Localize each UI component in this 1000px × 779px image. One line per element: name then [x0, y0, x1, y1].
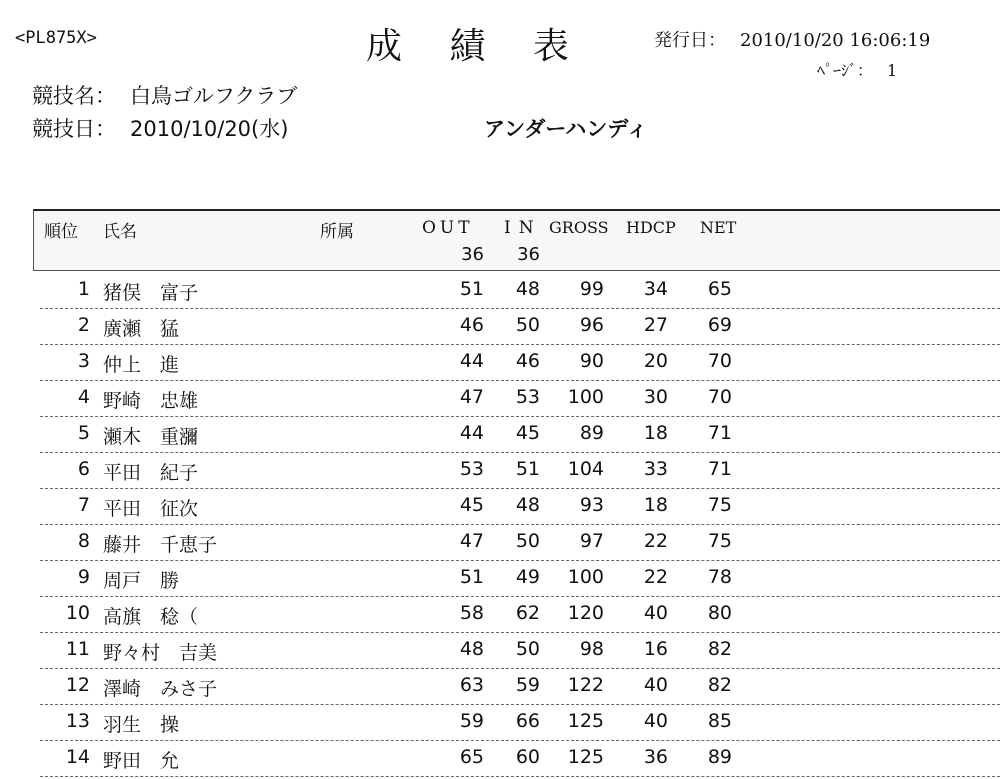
- cell-net: 82: [707, 638, 732, 660]
- cell-out: 65: [459, 746, 484, 768]
- column-gross: GROSS: [549, 218, 609, 237]
- cell-gross: 100: [567, 566, 604, 588]
- cell-out: 48: [459, 638, 484, 660]
- cell-in: 45: [515, 422, 540, 444]
- cell-in: 59: [515, 674, 540, 696]
- cell-hdcp: 16: [643, 638, 668, 660]
- cell-gross: 125: [567, 746, 604, 768]
- cell-out: 47: [459, 530, 484, 552]
- cell-out: 51: [459, 278, 484, 300]
- date-label: 競技日：: [32, 117, 116, 141]
- table-row: [40, 560, 1000, 597]
- cell-in: 49: [515, 566, 540, 588]
- cell-gross: 97: [579, 530, 604, 552]
- competition-label: 競技名：: [32, 84, 116, 108]
- cell-gross: 99: [579, 278, 604, 300]
- cell-net: 70: [707, 350, 732, 372]
- cell-net: 89: [707, 746, 732, 768]
- cell-out: 47: [459, 386, 484, 408]
- cell-name: 平田 紀子: [103, 462, 199, 484]
- cell-hdcp: 18: [643, 494, 668, 516]
- cell-net: 78: [707, 566, 732, 588]
- cell-hdcp: 40: [643, 710, 668, 732]
- column-name: 氏名: [103, 222, 137, 242]
- cell-out: 46: [459, 314, 484, 336]
- cell-rank: 11: [65, 638, 90, 660]
- cell-hdcp: 34: [643, 278, 668, 300]
- cell-in: 48: [515, 278, 540, 300]
- cell-in: 51: [515, 458, 540, 480]
- competition-date: [32, 113, 288, 143]
- cell-gross: 120: [567, 602, 604, 624]
- report-code: <PL875X>: [15, 28, 97, 48]
- table-row: [40, 704, 1000, 741]
- cell-in: 66: [515, 710, 540, 732]
- cell-rank: 2: [77, 314, 90, 336]
- page-number: [817, 58, 897, 81]
- par-in: 36: [517, 244, 540, 265]
- issue-label: 発行日：: [654, 30, 726, 51]
- cell-out: 63: [459, 674, 484, 696]
- column-hdcp: HDCP: [626, 218, 676, 237]
- cell-in: 48: [515, 494, 540, 516]
- cell-gross: 122: [567, 674, 604, 696]
- cell-name: 瀬木 重瀰: [103, 426, 199, 448]
- cell-rank: 10: [65, 602, 90, 624]
- cell-hdcp: 27: [643, 314, 668, 336]
- cell-in: 50: [515, 314, 540, 336]
- cell-net: 69: [707, 314, 732, 336]
- cell-hdcp: 18: [643, 422, 668, 444]
- table-row: [40, 272, 1000, 309]
- cell-name: 高旗 稔（: [103, 606, 199, 628]
- column-in: IN: [504, 218, 542, 238]
- cell-net: 71: [707, 458, 732, 480]
- cell-net: 65: [707, 278, 732, 300]
- condition: アンダーハンディ: [484, 117, 648, 141]
- cell-gross: 89: [579, 422, 604, 444]
- cell-gross: 96: [579, 314, 604, 336]
- issue-value: 2010/10/20 16:06:19: [740, 30, 931, 51]
- cell-out: 51: [459, 566, 484, 588]
- cell-name: 野田 允: [103, 750, 180, 772]
- date-value: 2010/10/20(水): [130, 117, 289, 141]
- cell-net: 82: [707, 674, 732, 696]
- column-club: 所属: [320, 222, 354, 242]
- table-row: [40, 344, 1000, 381]
- page-label: ﾍﾟｰｼﾞ：: [817, 61, 874, 80]
- table-row: [40, 380, 1000, 417]
- cell-hdcp: 36: [643, 746, 668, 768]
- cell-rank: 8: [77, 530, 90, 552]
- cell-rank: 14: [65, 746, 90, 768]
- cell-hdcp: 30: [643, 386, 668, 408]
- cell-hdcp: 22: [643, 530, 668, 552]
- cell-rank: 4: [77, 386, 90, 408]
- cell-name: 廣瀬 猛: [103, 318, 180, 340]
- cell-net: 75: [707, 530, 732, 552]
- table-row: [40, 668, 1000, 705]
- cell-in: 50: [515, 530, 540, 552]
- table-row: [40, 596, 1000, 633]
- competition-value: 白鳥ゴルフクラブ: [130, 84, 298, 108]
- cell-out: 44: [459, 350, 484, 372]
- table-row: [40, 632, 1000, 669]
- cell-gross: 104: [567, 458, 604, 480]
- cell-hdcp: 40: [643, 602, 668, 624]
- cell-rank: 12: [65, 674, 90, 696]
- competition-name: [32, 80, 297, 110]
- cell-name: 澤崎 みさ子: [103, 678, 218, 700]
- column-net: NET: [700, 218, 737, 237]
- cell-gross: 100: [567, 386, 604, 408]
- cell-out: 44: [459, 422, 484, 444]
- cell-rank: 9: [77, 566, 90, 588]
- cell-name: 野々村 吉美: [103, 642, 218, 664]
- cell-gross: 98: [579, 638, 604, 660]
- cell-gross: 125: [567, 710, 604, 732]
- table-row: [40, 488, 1000, 525]
- cell-net: 80: [707, 602, 732, 624]
- cell-gross: 90: [579, 350, 604, 372]
- column-out: OUT: [422, 218, 474, 238]
- page-value: 1: [887, 61, 898, 80]
- cell-out: 53: [459, 458, 484, 480]
- cell-rank: 3: [77, 350, 90, 372]
- table-row: [40, 308, 1000, 345]
- cell-in: 62: [515, 602, 540, 624]
- cell-net: 85: [707, 710, 732, 732]
- cell-gross: 93: [579, 494, 604, 516]
- cell-hdcp: 33: [643, 458, 668, 480]
- page-title: 成 績 表: [366, 26, 587, 67]
- cell-hdcp: 20: [643, 350, 668, 372]
- cell-hdcp: 40: [643, 674, 668, 696]
- cell-name: 周戸 勝: [103, 570, 180, 592]
- cell-hdcp: 22: [643, 566, 668, 588]
- cell-name: 藤井 千恵子: [103, 534, 218, 556]
- table-row: [40, 416, 1000, 453]
- issue-datetime: [654, 26, 930, 52]
- cell-in: 53: [515, 386, 540, 408]
- cell-rank: 1: [77, 278, 90, 300]
- par-out: 36: [461, 244, 484, 265]
- cell-net: 75: [707, 494, 732, 516]
- cell-out: 59: [459, 710, 484, 732]
- cell-name: 野崎 忠雄: [103, 390, 199, 412]
- table-row: [40, 452, 1000, 489]
- table-row: [40, 740, 1000, 777]
- cell-out: 58: [459, 602, 484, 624]
- cell-in: 46: [515, 350, 540, 372]
- cell-rank: 6: [77, 458, 90, 480]
- cell-in: 60: [515, 746, 540, 768]
- cell-rank: 5: [77, 422, 90, 444]
- cell-rank: 13: [65, 710, 90, 732]
- cell-name: 羽生 操: [103, 714, 180, 736]
- cell-rank: 7: [77, 494, 90, 516]
- cell-name: 猪俣 富子: [103, 282, 199, 304]
- cell-name: 仲上 進: [103, 354, 180, 376]
- cell-name: 平田 征次: [103, 498, 199, 520]
- cell-net: 70: [707, 386, 732, 408]
- column-rank: 順位: [44, 222, 78, 242]
- cell-net: 71: [707, 422, 732, 444]
- cell-out: 45: [459, 494, 484, 516]
- table-row: [40, 524, 1000, 561]
- cell-in: 50: [515, 638, 540, 660]
